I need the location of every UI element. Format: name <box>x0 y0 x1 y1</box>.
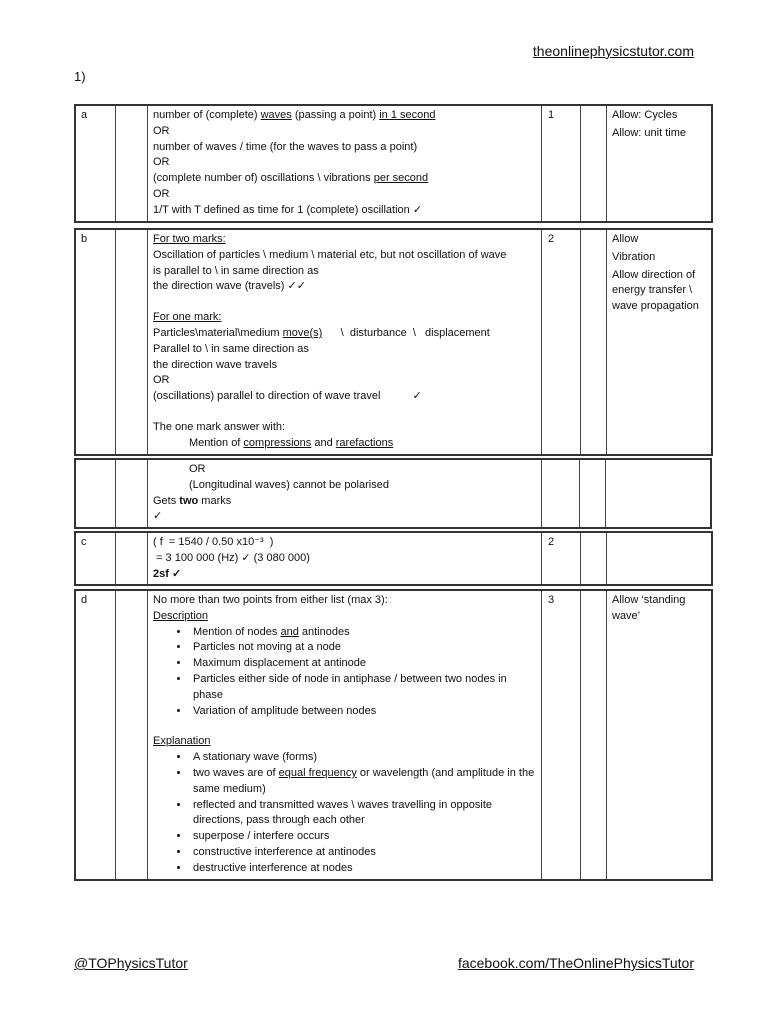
mark-scheme-row-a <box>74 104 713 223</box>
marks-cell: 3 <box>542 590 581 880</box>
part-label: a <box>75 105 116 222</box>
list-item: • Particles not moving at a node <box>190 640 537 656</box>
facebook-link[interactable]: facebook.com/TheOnlinePhysicsTutor <box>457 955 694 971</box>
list-item: • reflected and transmitted waves \ waves travelling in opposite directions, pass through each other <box>190 798 537 830</box>
answer-cell: OR (Longitudinal waves) cannot be polarised Gets two marks ✓ <box>148 459 542 528</box>
mark-scheme-row-d <box>74 589 713 881</box>
list-item: • Mention of nodes and antinodes <box>190 625 537 641</box>
list-item: • Particles either side of node in antiphase / between two nodes in phase <box>190 672 537 704</box>
part-label: c <box>75 532 116 585</box>
part-label: d <box>75 590 116 880</box>
mark-scheme-row-b-continued <box>74 458 712 529</box>
marks-cell: 1 <box>542 105 581 222</box>
list-item: • constructive interference at antinodes <box>190 845 537 861</box>
description-list <box>153 625 537 720</box>
site-link[interactable]: theonlinephysicstutor.com <box>532 43 694 59</box>
answer-cell: ( f = 1540 / 0.50 x10⁻³ ) = 3 100 000 (Hz) ✓ (3 080 000) 2sf ✓ <box>148 532 542 585</box>
notes-cell: Allow: Cycles Allow: unit time <box>607 105 713 222</box>
list-item: • destructive interference at nodes <box>190 861 537 877</box>
list-item: • two waves are of equal frequency or wavelength (and amplitude in the same medium) <box>190 766 537 798</box>
list-item: • A stationary wave (forms) <box>190 750 537 766</box>
answer-cell: No more than two points from either list (max 3): Description • Mention of nodes and antinodes • Particles not moving at a node • Maximum displacement at antinode • Particles either side of node in antiphase / between two nodes in phase • Variation of amplitude between nodes Explanation • A stationary wave (forms) • two waves are of equal frequency or wavelength (and amplitude in the same medium) • reflected and transmitted waves \ waves travelling in opposite directions, pass through each other • superpose / interfere occurs • constructive interference at antinodes • destructive interference at nodes <box>148 590 542 880</box>
list-item: • superpose / interfere occurs <box>190 829 537 845</box>
twitter-link[interactable]: @TOPhysicsTutor <box>74 955 188 971</box>
list-item: • Maximum displacement at antinode <box>190 656 537 672</box>
check-mark: ✓ <box>153 510 163 523</box>
explanation-list <box>153 750 537 876</box>
part-label: b <box>75 229 116 455</box>
list-item: • Variation of amplitude between nodes <box>190 704 537 720</box>
question-number: 1) <box>74 69 86 84</box>
notes-cell: Allow ‘standing wave’ <box>607 590 713 880</box>
marks-cell: 2 <box>542 229 581 455</box>
check-mark: ✓ <box>412 390 422 403</box>
notes-cell: Allow Vibration Allow direction of energy transfer \ wave propagation <box>607 229 713 455</box>
mark-scheme-row-c <box>74 531 713 586</box>
marks-cell: 2 <box>542 532 581 585</box>
answer-cell: For two marks: Oscillation of particles \ medium \ material etc, but not oscillation of wave is parallel to \ in same direction as the direction wave (travels) ✓✓ For one mark: Particles\material\medium move(s) \ disturbance \ displacement Parallel to \ in same direction as the direction wave travels OR (oscillations) parallel to direction of wave travel ✓ The one mark answer with: Mention of compressions and rarefactions <box>148 229 542 455</box>
mark-scheme-row-b <box>74 228 713 456</box>
answer-cell: number of (complete) waves (passing a point) in 1 second OR number of waves / time (for the waves to pass a point) OR (complete number of) oscillations \ vibrations per second OR 1/T with T defined as time for 1 (complete) oscillation ✓ <box>148 105 542 222</box>
